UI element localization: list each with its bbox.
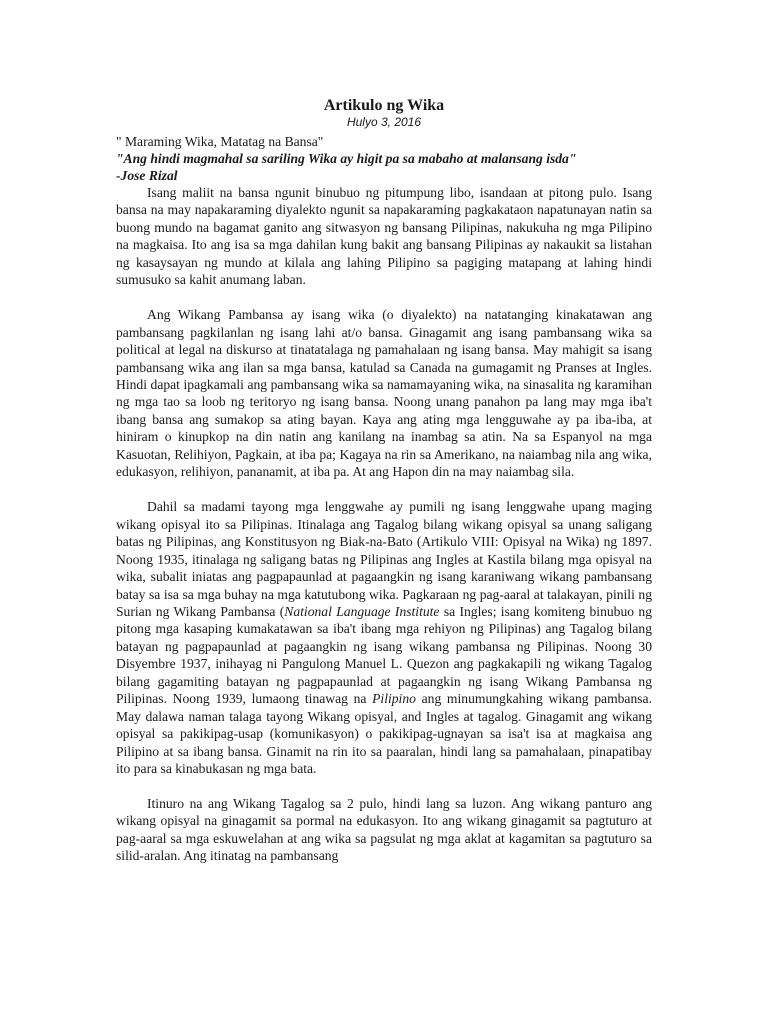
article-body [116,94,652,882]
paragraph-3-emphasis-2: Pilipino [372,691,416,707]
quote-line: " Maraming Wika, Matatag na Bansa" [116,134,324,149]
paragraph-4: Itinuro na ang Wikang Tagalog sa 2 pulo, hindi lang sa luzon. Ang wikang panturo ang wikang opisyal na ginagamit sa pormal na edukasyon. Ito ang wikang ginagamit sa pagtuturo at pag-aaral sa mga eskuwelahan at ang wika sa pagsulat ng mga aklat at kagamitan sa pagtuturo sa silid-aralan. Ang itinatag na pambansang [116,796,652,864]
rizal-quote: "Ang hindi magmahal sa sariling Wika ay higit pa sa mabaho at malansang isda" [116,151,577,166]
paragraph-3-part-c: ang minumungkahing wikang pambansa. May dalawa naman talaga tayong Wikang opisyal, and Ingles at tagalog. Ginagamit ang wikang opisyal sa pakikipag-usap (komunikasyon) o pakikipag-ugnayan sa isa't isa at magkaisa ang Pilipino at sa ibang bansa. Ginamit na rin ito sa paaralan, hindi lang sa pamahalaan, pinapatibay ito para sa kinabukasan ng mga bata. [116,691,652,777]
paragraph-1: Isang maliit na bansa ngunit binubuo ng pitumpung libo, isandaan at pitong pulo. Isang bansa na may napakaraming diyalekto ngunit sa napakaraming pagkakataon napatunayan natin sa buong mundo na bagamat ganito ang sitwasyon ng bansang Pilipinas, nakukuha ng mga Pilipino na magkaisa. Ito ang isa sa mga dahilan kung bakit ang bansang Pilipinas ay nakaukit sa listahan ng kasaysayan ng mundo at kilala ang lahing Pilipino sa pagiging matapang at lahing hindi sumusuko sa kahit anumang laban. [116,185,652,288]
paragraph-3 [116,498,652,777]
paragraph-2: Ang Wikang Pambansa ay isang wika (o diyalekto) na natatanging kinakatawan ang pambansang pagkilanlan ng isang lahi at/o bansa. Ginagamit ang isang pambansang wika sa political at legal na diskurso at tinatatalaga ng pamahalaan ng isang bansa. May mahigit sa isang pambansang wika ang ilan sa mga bansa, katulad sa Canada na gumagamit ng Pranses at Ingles. Hindi dapat ipagkamali ang pambansang wika sa namamayaning wika, na sinasalita ng karamihan ng mga tao sa loob ng teritoryo ng isang bansa. Noong unang panahon pa lang may mga iba't ibang bansa ang sumakop sa ating bayan. Kaya ang ating mga lengguwahe ay pa iba-iba, at hiniram o kinupkop na din natin ang kanilang na inambag sa atin. Na sa Espanyol na mga Kasuotan, Relihiyon, Pagkain, at iba pa; Kagaya na rin sa Amerikano, na naiambag nila ang wika, edukasyon, relihiyon, pananamit, at iba pa. At ang Hapon din na may naiambag sila. [116,307,652,480]
quote-author: -Jose Rizal [116,168,178,183]
paragraph-3-emphasis-1: National Language Institute [284,603,440,619]
paragraph-3-part-a: Dahil sa madami tayong mga lenggwahe ay pumili ng isang lenggwahe upang maging wikang opisyal ito sa Pilipinas. Itinalaga ang Tagalog bilang wikang opisyal sa unang saligang batas ng Pilipinas, ang Konstitusyon ng Biak-na-Bato (Artikulo VIII: Opisyal na Wika) ng 1897. Noong 1935, itinalaga ng saligang batas ng Pilipinas ang Ingles at Kastila bilang mga opisyal na wika, subalit iniatas ang pagpapaunlad at pagaangkin ng isang karaniwang wikang pambansang batay sa isa sa mga buhay na mga katutubong wika. Pagkaraan ng pag-aaral at talakayan, pinili ng Surian ng Wikang Pambansa ( [116,499,652,619]
article-title: Artikulo ng Wika [323,97,445,114]
article-date: Hulyo 3, 2016 [346,115,422,129]
paragraph-3-part-b: sa Ingles; isang komiteng binubuo ng pitong mga kasaping kumakatawan sa iba't ibang mga rehiyon ng Pilipinas) ang Tagalog bilang batayan ng pagpapaunlad at pagaangkin ng isang wikang pambansa ng Pilipinas. Noong 30 Disyembre 1937, inihayag ni Pangulong Manuel L. Quezon ang pagkakapili ng wikang Tagalog bilang gagamiting batayan ng pagpapaunlad at pagaangkin ng isang Wikang Pambansa ng Pilipinas. Noong 1939, lumaong tinawag na [116,603,652,707]
